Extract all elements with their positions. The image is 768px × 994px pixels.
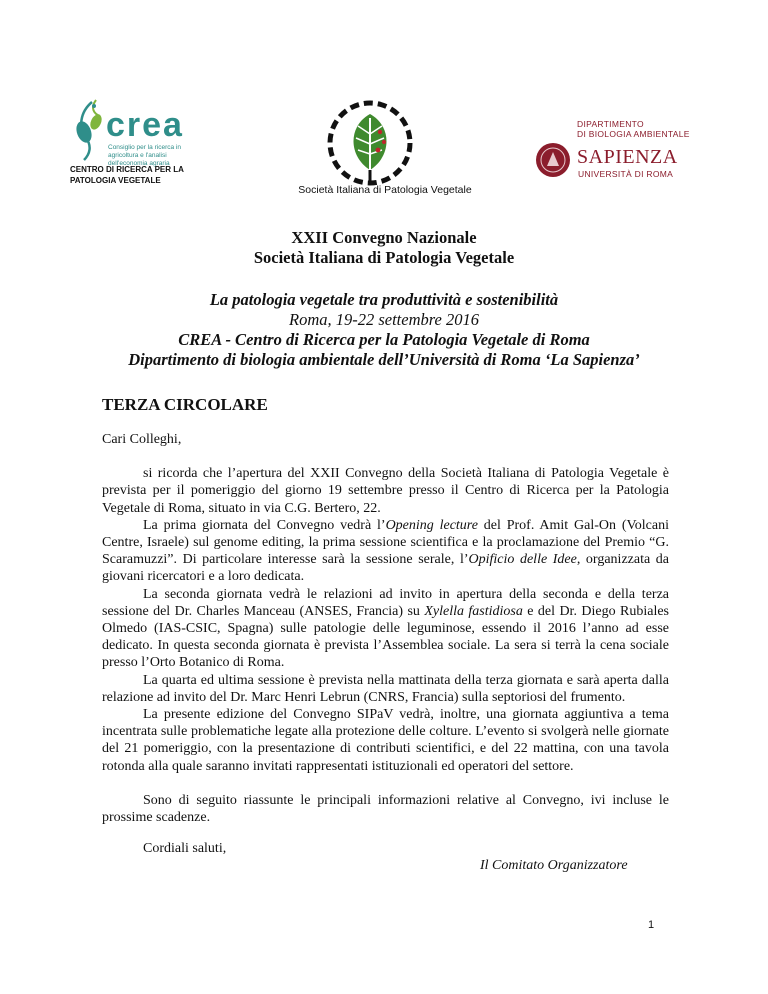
title-line-1: XXII Convegno Nazionale [291, 228, 477, 247]
subtitle-venue: CREA - Centro di Ricerca per la Patologia Vegetale di Roma [178, 330, 590, 349]
sipav-caption: Società Italiana di Patologia Vegetale [298, 184, 472, 196]
leaf-emblem-icon [318, 98, 422, 188]
sapienza-seal-icon [535, 142, 571, 178]
paragraph-6: Sono di seguito riassunte le principali informazioni relative al Convegno, ivi incluse le prossime scadenze. [102, 792, 669, 826]
sapienza-subtitle: UNIVERSITÀ DI ROMA [578, 169, 674, 179]
page-number: 1 [648, 919, 655, 931]
paragraph-1: si ricorda che l’apertura del XXII Convegno della Società Italiana di Patologia Vegetale è prevista per il pomeriggio del giorno 19 settembre presso il Centro di Ricerca per la Patologia Vegetale di Roma, situato in via C.G. Bertero, 22. [102, 466, 669, 516]
letter-body [102, 431, 669, 826]
subtitle-date: Roma, 19-22 settembre 2016 [288, 310, 480, 329]
conference-subtitle [0, 290, 768, 370]
title-line-2: Società Italiana di Patologia Vegetale [253, 248, 515, 267]
crea-centro-label: CENTRO DI RICERCA PER LA PATOLOGIA VEGETALE [70, 165, 184, 185]
crea-logo [70, 92, 220, 192]
sapienza-wordmark: SAPIENZA [577, 146, 678, 168]
paragraph-4: La quarta ed ultima sessione è prevista nella mattinata della terza giornata e sarà aperta dalla relazione ad invito del Dr. Marc Henri Lebrun (CNRS, Francia) sulla septoriosi del frumento. [102, 672, 669, 705]
xylella-term: Xylella fastidiosa [424, 603, 523, 619]
crea-wordmark: crea [106, 106, 184, 144]
department-line2: DI BIOLOGIA AMBIENTALE [577, 129, 690, 139]
closing-greeting: Cordiali saluti, [143, 841, 227, 856]
section-title: TERZA CIRCOLARE [102, 395, 268, 414]
crea-emblem-icon [70, 98, 108, 162]
department-label [577, 119, 690, 139]
department-line1: DIPARTIMENTO [577, 119, 644, 129]
paragraph-3: La seconda giornata vedrà le relazioni ad invito in apertura della seconda e della terza sessione del Dr. Charles Manceau (ANSES, Francia) su Xylella fastidiosa e del Dr. Diego Rubiales Olmedo (IAS-CSIC, Spagna) sulle patologie delle leguminose, essendo il 2016 l’anno ad esse dedicato. In questa seconda giornata è prevista l’Assemblea sociale. La sera si terrà la cena sociale presso l’Orto Botanico di Roma. [102, 586, 669, 671]
subtitle-department: Dipartimento di biologia ambientale dell’Università di Roma ‘La Sapienza’ [128, 350, 640, 369]
conference-title [0, 228, 768, 268]
sipav-logo [318, 98, 422, 188]
crea-subtitle: Consiglio per la ricerca in agricoltura e l'analisi dell'economia agraria [108, 144, 181, 167]
subtitle-theme: La patologia vegetale tra produttività e sostenibilità [209, 290, 559, 309]
paragraph-5: La presente edizione del Convegno SIPaV vedrà, inoltre, una giornata aggiuntiva a tema incentrata sulle problematiche legate alla protezione delle colture. L’evento si svolgerà nelle giornate del 21 pomeriggio, con la presentazione di contributi scientifici, e del 22 mattina, con una tavola rotonda alla quale saranno invitati rappresentati istituzionali ed operatori del settore. [102, 707, 669, 774]
paragraph-2: La prima giornata del Convegno vedrà l’Opening lecture del Prof. Amit Gal-On (Volcani Centre, Israele) sul genome editing, la prima sessione scientifica e la proclamazione del Premio “G. Scaramuzzi”. Di particolare interesse sarà la sessione serale, l’Opificio delle Idee, organizzata da giovani ricercatori e a loro dedicata. [102, 517, 669, 585]
signature: Il Comitato Organizzatore [480, 858, 628, 873]
opening-lecture-term: Opening lecture [385, 517, 478, 533]
salutation: Cari Colleghi, [102, 432, 182, 447]
opificio-term: Opificio delle Idee [468, 552, 577, 568]
